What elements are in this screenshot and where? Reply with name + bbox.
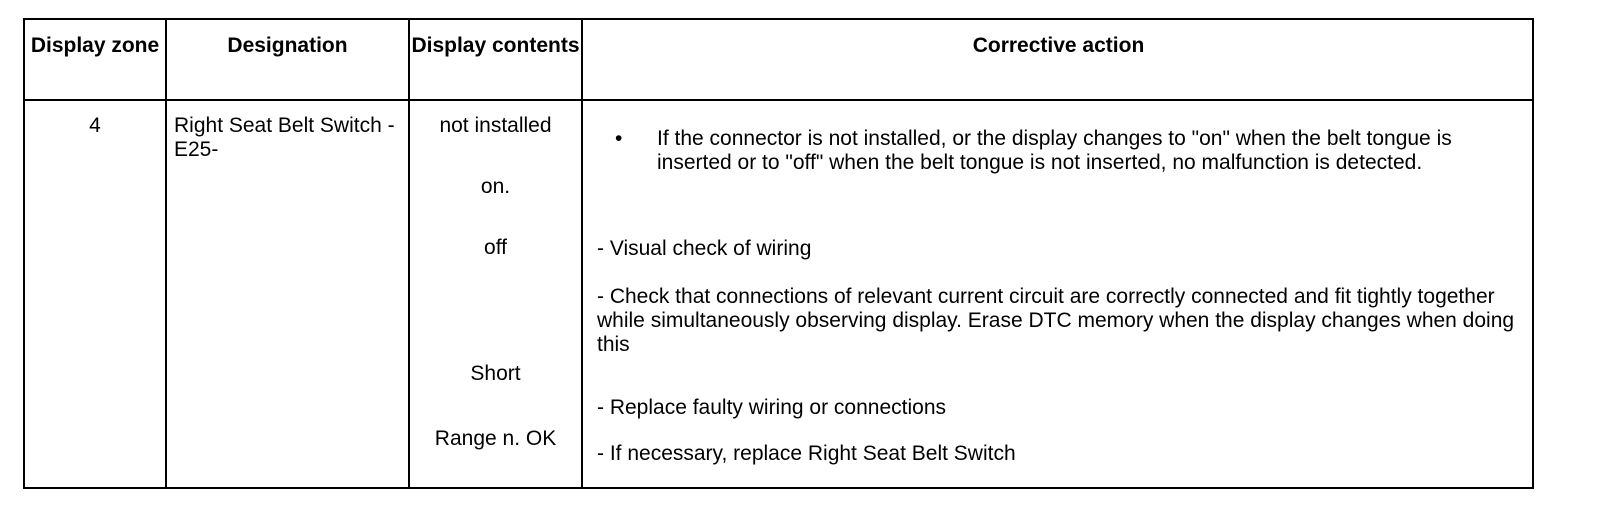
header-display-zone: Display zone	[30, 34, 160, 57]
display-content-value: Range n. OK	[434, 427, 557, 450]
bullet-dot-icon: •	[615, 127, 623, 150]
display-content-value: off	[484, 236, 507, 259]
display-content-value: not installed	[439, 114, 552, 137]
action-item: - Replace faulty wiring or connections	[597, 396, 947, 419]
header-designation: Designation	[227, 34, 348, 57]
action-item: - If necessary, replace Right Seat Belt Switch	[597, 442, 1016, 465]
header-corrective-action: Corrective action	[972, 34, 1145, 57]
cell-display-zone: 4	[89, 114, 101, 137]
action-item: - Visual check of wiring	[597, 237, 812, 260]
column-divider	[165, 20, 167, 487]
cell-designation: Right Seat Belt Switch -E25-	[174, 114, 395, 161]
column-divider	[581, 20, 583, 487]
diagnostic-table: Display zone Designation Display contents Corrective action 4 Right Seat Belt Switch -E25- not installed on. off Short Range n. OK • If the connector is not installed, or the display changes to "on" when the belt tongue is inserted or to "off" when the belt tongue is not inserted, no malfunction is detected. - Visual check of wiring - Check that connections of relevant current circuit are correctly connected and fit tightly together while simultaneously observing display. Erase DTC memory when the display changes when doing this - Replace faulty wiring or connections - If necessary, replace Right Seat Belt Switch	[23, 18, 1534, 489]
header-divider	[25, 99, 1532, 101]
display-content-value: on.	[480, 175, 511, 198]
display-content-value: Short	[470, 362, 521, 385]
action-item: - Check that connections of relevant current circuit are correctly connected and fit tightly together while simultaneously observing display. Erase DTC memory when the display changes when doing this	[597, 285, 1515, 356]
header-display-contents: Display contents	[411, 34, 580, 57]
